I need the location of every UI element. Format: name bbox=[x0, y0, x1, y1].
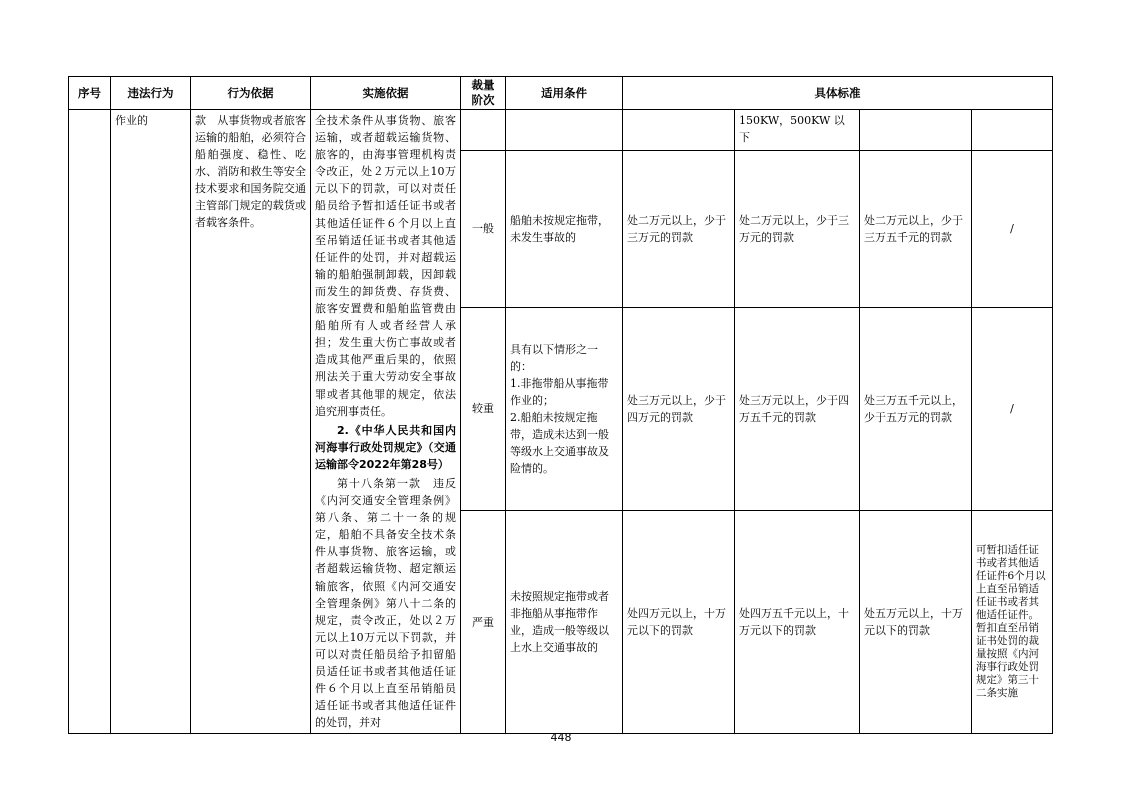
std2-text: 处三万元以上，少于四万五千元的罚款 bbox=[739, 393, 849, 424]
header-implementation: 实施依据 bbox=[311, 77, 461, 110]
std1-cell bbox=[623, 151, 735, 308]
power-range-text: 150KW，500KW 以下 bbox=[739, 114, 845, 144]
condition-cell bbox=[506, 151, 623, 308]
violation-text: 作业的 bbox=[115, 114, 148, 127]
std2-cell bbox=[735, 307, 860, 510]
std4-cell bbox=[972, 307, 1053, 510]
header-level: 裁量 阶次 bbox=[461, 77, 506, 110]
std1-text: 处二万元以上，少于三万元的罚款 bbox=[627, 213, 726, 244]
basis-text: 款 从事货物或者旅客运输的船舶，必须符合船舶强度、稳性、吃水、消防和救生等安全技术要求和国务院交通主管部门规定的载货或者载客条件。 bbox=[195, 114, 306, 229]
level-cell bbox=[461, 510, 506, 734]
std1-text: 处三万元以上，少于四万元的罚款 bbox=[627, 393, 726, 424]
std3-cell-top bbox=[860, 110, 972, 151]
std4-cell bbox=[972, 510, 1053, 734]
violation-cell bbox=[111, 110, 191, 734]
condition-text: 船舶未按规定拖带，未发生事故的 bbox=[510, 213, 609, 244]
std3-cell bbox=[860, 151, 972, 308]
condition-text: 未按照规定拖带或者非拖船从事拖带作业，造成一般等级以上水上交通事故的 bbox=[510, 590, 609, 655]
std3-text: 处三万五千元以上，少于五万元的罚款 bbox=[864, 393, 963, 424]
std4-cell-top bbox=[972, 110, 1053, 151]
seq-cell bbox=[69, 110, 111, 734]
condition-text: 具有以下情形之一的： 1.非拖带船从事拖带作业的； 2.船舶未按规定拖带，造成未达到一般等级水上交通事故及险情的。 bbox=[510, 342, 609, 475]
std4-text: / bbox=[1010, 222, 1014, 236]
std2-cell bbox=[735, 510, 860, 734]
header-basis: 行为依据 bbox=[191, 77, 311, 110]
implementation-para1: 全技术条件从事货物、旅客运输，或者超载运输货物、旅客的，由海事管理机构责令改正，处２万元以上10万元以下的罚款，可以对责任船员给予暂扣适任证书或者其他适任证件６个月以上直至吊销适任证书或者其他适任证件的处罚，并对超载运输的船舶强制卸载，因卸载而发生的卸货费、存货费、旅客安置费和船舶监管费由船舶所有人或者经营人承担；发生重大伤亡事故或者造成其他严重后果的，依照刑法关于重大劳动安全事故罪或者其他罪的规定，依法追究刑事责任。 bbox=[315, 114, 456, 418]
std3-cell bbox=[860, 307, 972, 510]
std4-cell bbox=[972, 151, 1053, 308]
implementation-para2: 第十八条第一款 违反《内河交通安全管理条例》第八条、第二十一条的规定，船舶不具备安全技术条件从事货物、旅客运输，或者超载运输货物、超定额运输旅客，依照《内河交通安全管理条例》第八十二条的规定，责令改正，处以２万元以上10万元以下罚款，并可以对责任船员给予扣留船员适任证书或者其他适任证件６个月以上直至吊销船员适任证书或者其他适任证件的处罚，并对 bbox=[315, 476, 456, 730]
condition-cell bbox=[506, 307, 623, 510]
level-text: 严重 bbox=[472, 615, 494, 629]
std1-text: 处四万元以上，十万元以下的罚款 bbox=[627, 607, 726, 638]
implementation-cell bbox=[311, 110, 461, 734]
std3-text: 处五万元以上，十万元以下的罚款 bbox=[864, 607, 963, 638]
basis-cell bbox=[191, 110, 311, 734]
std2-cell-top bbox=[735, 110, 860, 151]
std4-text: / bbox=[1010, 402, 1014, 416]
std1-cell bbox=[623, 510, 735, 734]
header-row bbox=[69, 77, 1053, 110]
header-standard: 具体标准 bbox=[623, 77, 1053, 110]
level-cell bbox=[461, 151, 506, 308]
std2-text: 处四万五千元以上，十万元以下的罚款 bbox=[739, 607, 849, 638]
std3-cell bbox=[860, 510, 972, 734]
std2-cell bbox=[735, 151, 860, 308]
implementation-heading: 2.《中华人民共和国内河海事行政处罚规定》（交通运输部令2022年第28号） bbox=[315, 423, 456, 471]
page-number: 448 bbox=[550, 731, 572, 744]
condition-cell bbox=[506, 510, 623, 734]
std3-text: 处二万元以上，少于三万五千元的罚款 bbox=[864, 213, 963, 244]
level-cell bbox=[461, 307, 506, 510]
condition-cell-top bbox=[506, 110, 623, 151]
std4-text: 可暂扣适任证书或者其他适任证件6个月以上直至吊销适任证书或者其他适任证件。暂扣直至吊销证书处罚的裁量按照《内河海事行政处罚规定》第三十二条实施 bbox=[976, 544, 1046, 700]
std1-cell-top bbox=[623, 110, 735, 151]
penalty-standards-table bbox=[68, 76, 1053, 734]
level-text: 一般 bbox=[472, 222, 494, 236]
header-condition: 适用条件 bbox=[506, 77, 623, 110]
level-text: 较重 bbox=[472, 402, 494, 416]
std2-text: 处二万元以上，少于三万元的罚款 bbox=[739, 213, 849, 244]
header-violation: 违法行为 bbox=[111, 77, 191, 110]
std1-cell bbox=[623, 307, 735, 510]
table-row bbox=[69, 110, 1053, 151]
level-cell-top bbox=[461, 110, 506, 151]
header-seq: 序号 bbox=[69, 77, 111, 110]
